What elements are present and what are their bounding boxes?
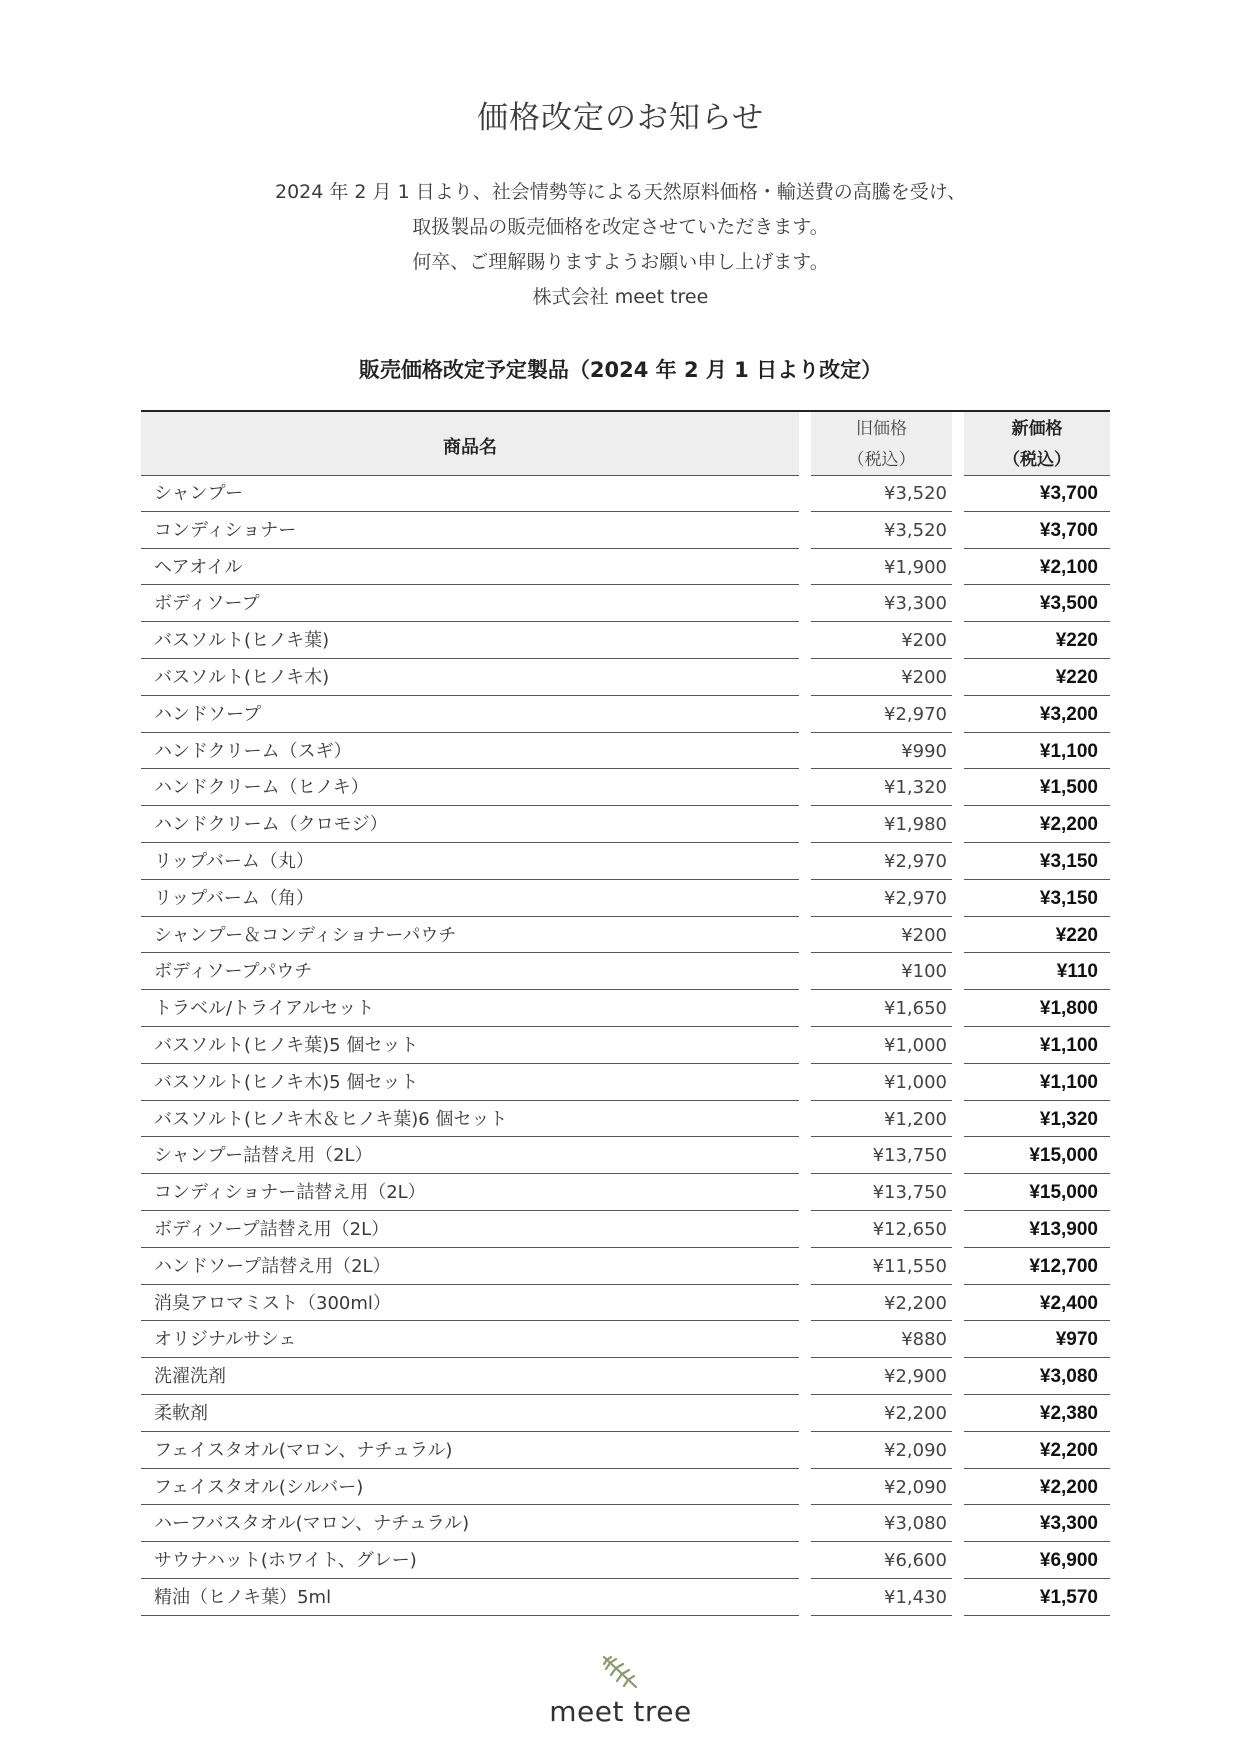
hinoki-leaf-icon [596,1653,646,1693]
table-row [141,1543,1110,1580]
table-row [141,1102,1110,1139]
old-price: ¥2,200 [811,1396,952,1432]
new-price: ¥3,700 [964,513,1110,549]
old-price: ¥2,200 [811,1286,952,1322]
new-price: ¥110 [964,954,1110,990]
table-body [141,476,1110,1617]
table-row [141,1175,1110,1212]
table-row [141,1359,1110,1396]
table-row [141,770,1110,807]
brand-logo [0,1653,1241,1728]
table-row [141,1286,1110,1323]
table-row [141,918,1110,955]
product-name: フェイスタオル(シルバー) [141,1470,799,1506]
header-old-price-label: 旧価格 [856,419,907,439]
old-price: ¥2,970 [811,844,952,880]
product-name: ハンドクリーム（スギ） [141,734,799,770]
product-name: ハーフバスタオル(マロン、ナチュラル) [141,1506,799,1542]
new-price: ¥220 [964,623,1110,659]
table-row [141,476,1110,513]
old-price: ¥200 [811,623,952,659]
intro-line: 2024 年 2 月 1 日より、社会情勢等による天然原料価格・輸送費の高騰を受け、 [275,181,966,203]
product-name: コンディショナー詰替え用（2L） [141,1175,799,1211]
product-name: 洗濯洗剤 [141,1359,799,1395]
header-new-price-label: 新価格 [1011,419,1063,439]
product-name: バスソルト(ヒノキ木) [141,660,799,696]
old-price: ¥100 [811,954,952,990]
product-name: オリジナルサシェ [141,1322,799,1358]
new-price: ¥220 [964,660,1110,696]
old-price: ¥13,750 [811,1138,952,1174]
old-price: ¥2,090 [811,1470,952,1506]
old-price: ¥1,900 [811,550,952,586]
old-price: ¥12,650 [811,1212,952,1248]
table-row [141,844,1110,881]
table-row [141,991,1110,1028]
table-row [141,1322,1110,1359]
table-row [141,807,1110,844]
header-old-price [811,412,952,476]
table-row [141,1580,1110,1617]
product-name: シャンプー [141,476,799,512]
table-row [141,660,1110,697]
header-old-price-tax: （税込） [847,450,916,470]
product-name: ボディソープパウチ [141,954,799,990]
new-price: ¥3,300 [964,1506,1110,1542]
new-price: ¥1,100 [964,734,1110,770]
new-price: ¥13,900 [964,1212,1110,1248]
old-price: ¥13,750 [811,1175,952,1211]
new-price: ¥3,200 [964,697,1110,733]
old-price: ¥990 [811,734,952,770]
product-name: リップバーム（丸） [141,844,799,880]
new-price: ¥3,080 [964,1359,1110,1395]
new-price: ¥1,570 [964,1580,1110,1616]
old-price: ¥6,600 [811,1543,952,1579]
product-name: ボディソープ [141,586,799,622]
old-price: ¥3,520 [811,476,952,512]
product-name: ハンドクリーム（ヒノキ） [141,770,799,806]
header-new-price-tax: （税込） [1003,450,1071,470]
product-name: 柔軟剤 [141,1396,799,1432]
table-row [141,1249,1110,1286]
product-name: ハンドソープ詰替え用（2L） [141,1249,799,1285]
header-new-price [964,412,1110,476]
table-row [141,1212,1110,1249]
old-price: ¥2,970 [811,881,952,917]
table-header [141,412,1110,476]
intro-line: 株式会社 meet tree [532,286,709,308]
table-row [141,954,1110,991]
new-price: ¥3,150 [964,844,1110,880]
new-price: ¥1,100 [964,1065,1110,1101]
product-name: フェイスタオル(マロン、ナチュラル) [141,1433,799,1469]
new-price: ¥15,000 [964,1138,1110,1174]
new-price: ¥2,200 [964,807,1110,843]
old-price: ¥2,900 [811,1359,952,1395]
header-product-name [141,412,799,476]
product-name: 消臭アロマミスト（300ml） [141,1286,799,1322]
table-row [141,697,1110,734]
new-price: ¥15,000 [964,1175,1110,1211]
table-row [141,1396,1110,1433]
product-name: トラベル/トライアルセット [141,991,799,1027]
brand-name: meet tree [549,1695,692,1728]
table-row [141,734,1110,771]
old-price: ¥1,320 [811,770,952,806]
product-name: バスソルト(ヒノキ木＆ヒノキ葉)6 個セット [141,1102,799,1138]
old-price: ¥200 [811,918,952,954]
product-name: シャンプー詰替え用（2L） [141,1138,799,1174]
old-price: ¥1,430 [811,1580,952,1616]
product-name: 精油（ヒノキ葉）5ml [141,1580,799,1616]
table-row [141,881,1110,918]
table-row [141,1065,1110,1102]
product-name: リップバーム（角） [141,881,799,917]
new-price: ¥12,700 [964,1249,1110,1285]
table-row [141,1138,1110,1175]
table-row [141,513,1110,550]
product-name: シャンプー＆コンディショナーパウチ [141,918,799,954]
new-price: ¥2,200 [964,1470,1110,1506]
old-price: ¥1,650 [811,991,952,1027]
product-name: バスソルト(ヒノキ葉) [141,623,799,659]
old-price: ¥200 [811,660,952,696]
product-name: バスソルト(ヒノキ葉)5 個セット [141,1028,799,1064]
new-price: ¥1,800 [964,991,1110,1027]
product-name: ヘアオイル [141,550,799,586]
old-price: ¥1,980 [811,807,952,843]
new-price: ¥2,200 [964,1433,1110,1469]
old-price: ¥1,000 [811,1065,952,1101]
old-price: ¥3,520 [811,513,952,549]
product-name: コンディショナー [141,513,799,549]
product-name: バスソルト(ヒノキ木)5 個セット [141,1065,799,1101]
table-row [141,1433,1110,1470]
new-price: ¥3,150 [964,881,1110,917]
intro-text [0,175,1241,315]
product-name: サウナハット(ホワイト、グレー) [141,1543,799,1579]
old-price: ¥1,200 [811,1102,952,1138]
table-row [141,1506,1110,1543]
new-price: ¥1,100 [964,1028,1110,1064]
intro-line: 取扱製品の販売価格を改定させていただきます。 [412,216,829,238]
old-price: ¥1,000 [811,1028,952,1064]
new-price: ¥2,380 [964,1396,1110,1432]
table-row [141,586,1110,623]
new-price: ¥1,320 [964,1102,1110,1138]
new-price: ¥2,100 [964,550,1110,586]
product-name: ハンドクリーム（クロモジ） [141,807,799,843]
new-price: ¥1,500 [964,770,1110,806]
new-price: ¥3,500 [964,586,1110,622]
old-price: ¥2,970 [811,697,952,733]
new-price: ¥220 [964,918,1110,954]
old-price: ¥3,300 [811,586,952,622]
new-price: ¥970 [964,1322,1110,1358]
table-row [141,550,1110,587]
table-row [141,1470,1110,1507]
price-table [141,410,1110,1617]
header-product-name-label: 商品名 [443,437,497,458]
new-price: ¥3,700 [964,476,1110,512]
old-price: ¥3,080 [811,1506,952,1542]
new-price: ¥2,400 [964,1286,1110,1322]
new-price: ¥6,900 [964,1543,1110,1579]
table-row [141,623,1110,660]
old-price: ¥11,550 [811,1249,952,1285]
intro-line: 何卒、ご理解賜りますようお願い申し上げます。 [412,251,829,273]
product-name: ハンドソープ [141,697,799,733]
product-name: ボディソープ詰替え用（2L） [141,1212,799,1248]
old-price: ¥2,090 [811,1433,952,1469]
table-title: 販売価格改定予定製品（2024 年 2 月 1 日より改定） [358,358,883,382]
table-row [141,1028,1110,1065]
page-title: 価格改定のお知らせ [476,100,765,136]
old-price: ¥880 [811,1322,952,1358]
